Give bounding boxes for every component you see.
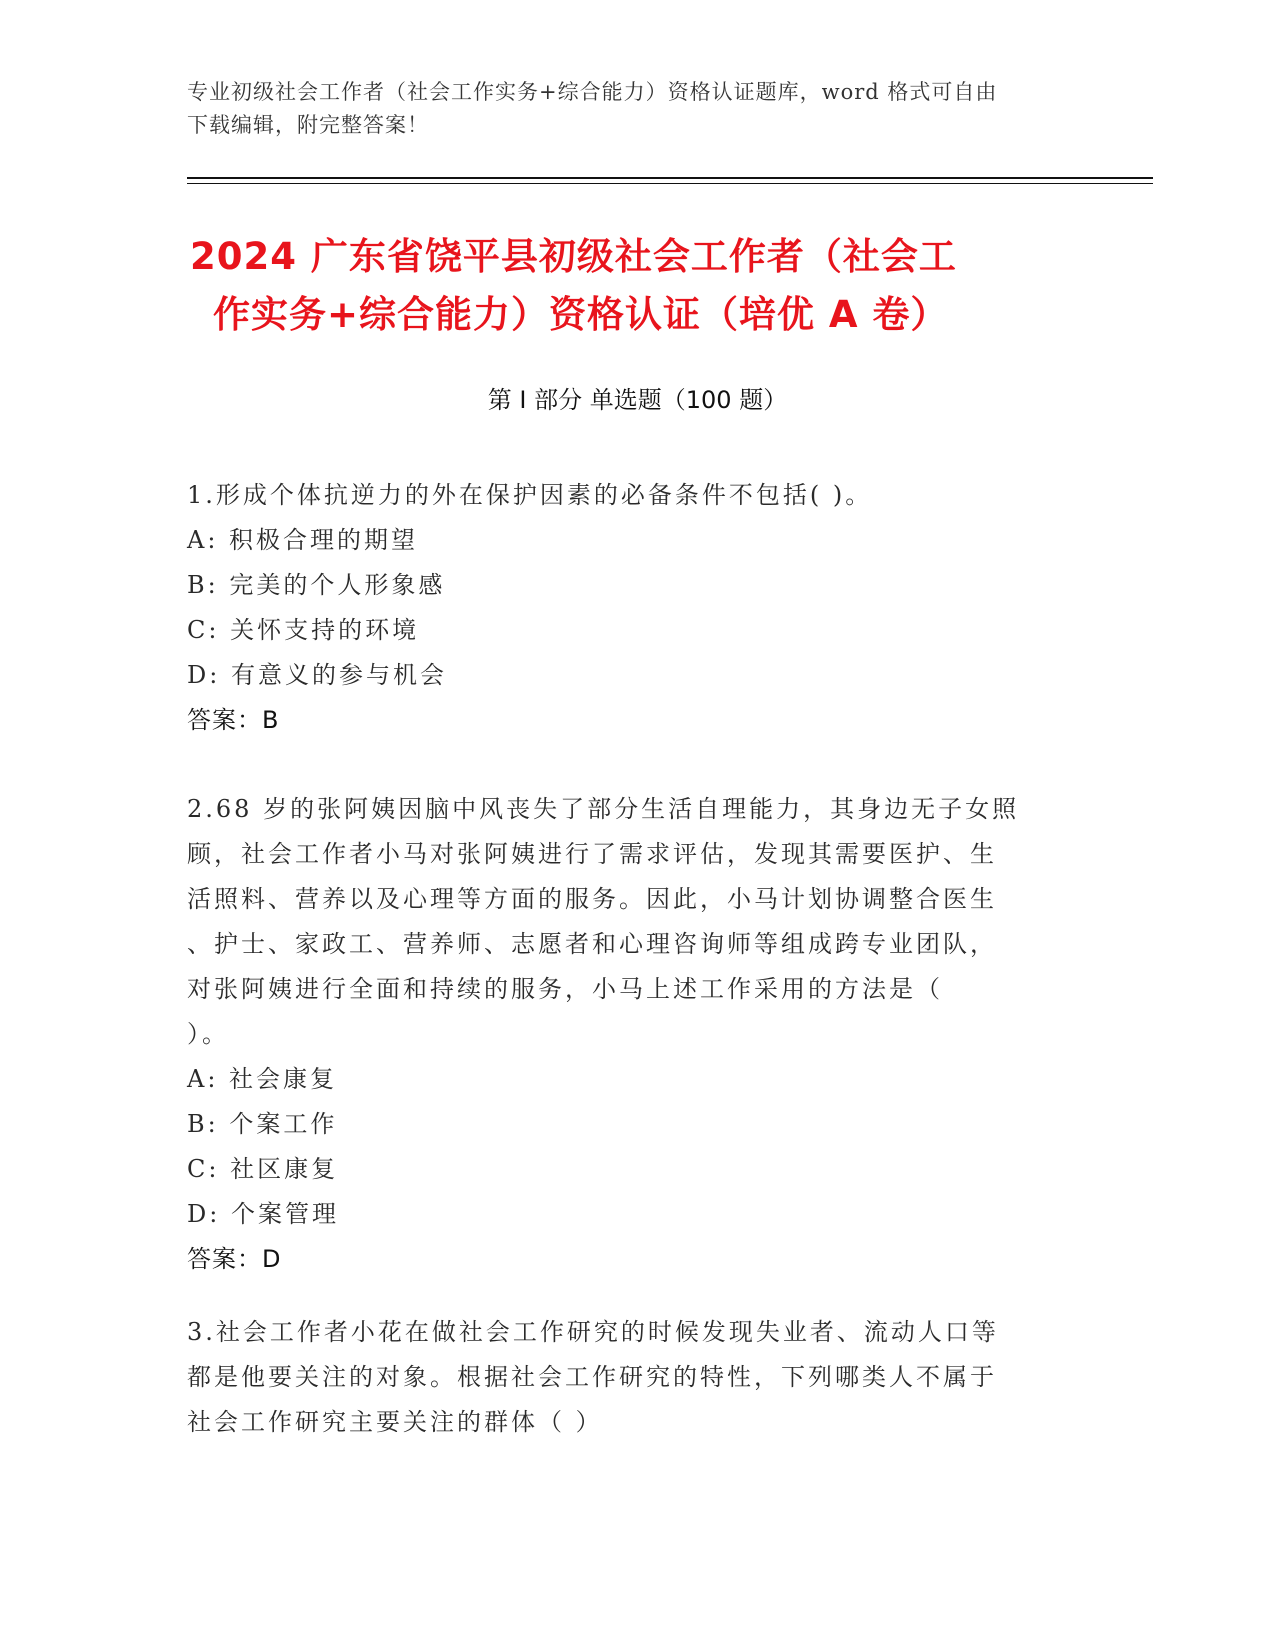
question-2-stem-line-6: ）。 (187, 1020, 229, 1048)
question-2-stem-line-3: 活照料、营养以及心理等方面的服务。因此，小马计划协调整合医生 (187, 885, 997, 913)
document-title (190, 228, 1090, 344)
question-1-option-d: D: 有意义的参与机会 (187, 661, 447, 689)
question-2-answer: 答案：D (187, 1245, 282, 1273)
question-2-stem-line-5: 对张阿姨进行全面和持续的服务，小马上述工作采用的方法是（ (187, 975, 943, 1003)
question-2-option-c: C: 社区康复 (187, 1155, 339, 1183)
question-2-stem-line-4: 、护士、家政工、营养师、志愿者和心理咨询师等组成跨专业团队， (187, 930, 997, 958)
question-3-stem-line-3: 社会工作研究主要关注的群体（ ） (187, 1408, 603, 1436)
document-title-line-2: 作实务+综合能力）资格认证（培优 A 卷） (213, 293, 949, 336)
question-1-answer: 答案：B (187, 706, 280, 734)
header-divider-thin (187, 183, 1153, 184)
question-2-stem-line-1: 2.68 岁的张阿姨因脑中风丧失了部分生活自理能力，其身边无子女照 (187, 795, 1020, 823)
question-2 (187, 787, 1067, 1282)
question-1-stem-line: 1.形成个体抗逆力的外在保护因素的必备条件不包括( )。 (187, 481, 873, 509)
question-3-stem-line-1: 3.社会工作者小花在做社会工作研究的时候发现失业者、流动人口等 (187, 1318, 999, 1346)
header-divider-thick (187, 177, 1153, 179)
header-note-line-2: 下载编辑，附完整答案！ (187, 113, 429, 137)
header-note (187, 76, 1087, 142)
header-note-line-1: 专业初级社会工作者（社会工作实务+综合能力）资格认证题库，word 格式可自由 (187, 80, 998, 104)
question-1-option-b: B: 完美的个人形象感 (187, 571, 446, 599)
question-2-option-d: D: 个案管理 (187, 1200, 339, 1228)
question-1-option-a: A: 积极合理的期望 (187, 526, 419, 554)
question-2-stem-line-2: 顾，社会工作者小马对张阿姨进行了需求评估，发现其需要医护、生 (187, 840, 997, 868)
question-1-option-c: C: 关怀支持的环境 (187, 616, 420, 644)
section-heading: 第 I 部分 单选题（100 题） (487, 386, 788, 414)
question-2-option-a: A: 社会康复 (187, 1065, 338, 1093)
document-title-line-1: 2024 广东省饶平县初级社会工作者（社会工 (190, 235, 957, 278)
question-2-option-b: B: 个案工作 (187, 1110, 338, 1138)
question-3-stem-line-2: 都是他要关注的对象。根据社会工作研究的特性，下列哪类人不属于 (187, 1363, 997, 1391)
question-3 (187, 1310, 1067, 1445)
question-1 (187, 473, 1067, 743)
